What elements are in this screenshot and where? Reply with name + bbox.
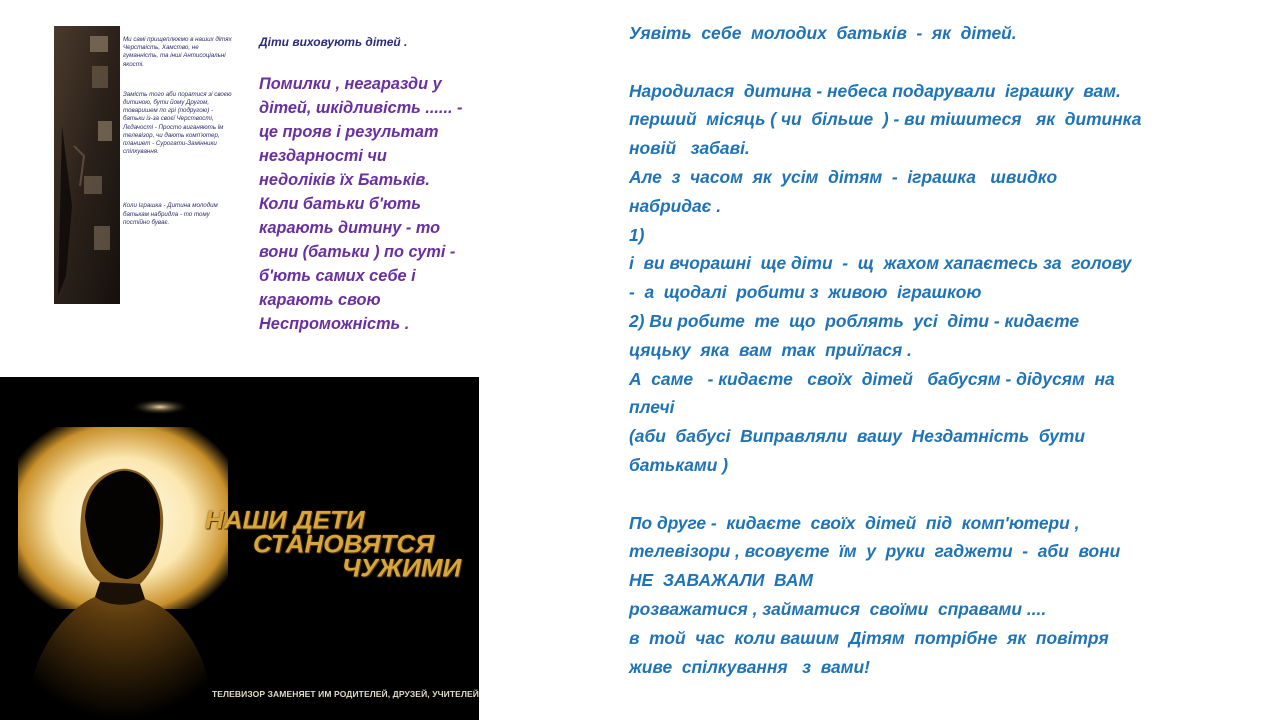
text-line: Але з часом як усім дітям - іграшка швидко (629, 166, 1058, 187)
right-text-block (629, 19, 1269, 681)
inset-small-paragraph: Ми самі прищеплюємо в наших дітях Черствість, Хамство, не гуманність, та інші Антисоціальні якості. (123, 36, 232, 68)
inset-main-line: нездарності чи (259, 147, 387, 165)
inset-main-line: карають свою (259, 291, 381, 309)
text-line: 1) (629, 224, 645, 245)
text-line: живе спілкування з вами! (629, 656, 870, 677)
inset-title: Діти виховують дітей . (259, 35, 408, 49)
text-line: телевізори , всовуєте їм у руки гаджети - аби вони (629, 541, 1121, 562)
inset-main-line: карають дитину - то (259, 219, 441, 237)
text-line: 2) Ви робите те що роблять усі діти - кидаєте (629, 310, 1080, 331)
inset-small-text (123, 36, 233, 249)
dark-room-photo (54, 26, 120, 304)
inset-main-line: Помилки , негаразди у (259, 75, 442, 93)
inset-main-line: Неспроможність . (259, 315, 410, 333)
text-line: і ви вчорашні ще діти - щ жахом хапаєтесь за голову (629, 253, 1132, 274)
poster-title-line: НАШИ ДЕТИ (205, 505, 365, 535)
text-line: плечі (629, 397, 675, 418)
inset-main-text (259, 72, 499, 336)
text-line: батьками ) (629, 454, 729, 475)
poster-image (0, 377, 479, 720)
poster-caption: ТЕЛЕВИЗОР ЗАМЕНЯЕТ ИМ РОДИТЕЛЕЙ, ДРУЗЕЙ, УЧИТЕЛЕЙ (212, 689, 479, 699)
text-line: новій забаві. (629, 138, 750, 159)
text-line: Уявіть себе молодих батьків - як дітей. (629, 23, 1017, 43)
inset-main-line: це прояв і результат (259, 123, 439, 141)
poster-title-line: СТАНОВЯТСЯ (253, 529, 435, 559)
inset-main-line: Коли батьки б'ють (259, 195, 421, 213)
text-line: в той час коли вашим Дітям потрібне як повітря (629, 627, 1109, 648)
inset-slide-image (53, 26, 500, 346)
text-line: - а щодалі робити з живою іграшкою (629, 282, 982, 303)
inset-main-line: б'ють самих себе і (259, 267, 416, 285)
text-line (629, 480, 1269, 509)
text-line: Народилася дитина - небеса подарували іграшку вам. (629, 80, 1121, 101)
text-line: набридає . (629, 195, 722, 216)
poster-title-line: ЧУЖИМИ (342, 553, 462, 583)
inset-main-line: вони (батьки ) по суті - (259, 243, 456, 261)
text-line: А саме - кидаєте своїх дітей бабусям - дідусям на (629, 368, 1115, 389)
inset-small-paragraph: Коли Іграшка - Дитина молодим батькам набридла - то тому постійно буває. (123, 202, 218, 226)
inset-main-line: недоліків їх Батьків. (259, 171, 430, 189)
text-line: НЕ ЗАВАЖАЛИ ВАМ (629, 570, 813, 591)
text-line: розважатися , займатися своїми справами .... (629, 598, 1047, 619)
inset-small-paragraph: Замість того аби поратися зі своєю дитиною, бути йому Другом, товаришем по грі (подругою) - батьки із-за своєї Черствості, Лєдачості - Просто виганяють їм телевізор, чи дають комп'ютер, планшет - Сурогати-Замінники спілкування. (123, 90, 232, 156)
text-line (629, 48, 1269, 77)
text-line: цяцьку яка вам так приїлася . (629, 339, 912, 360)
text-line: перший місяць ( чи більше ) - ви тішитеся як дитинка (629, 109, 1142, 130)
text-line: По друге - кидаєте своїх дітей під комп'ютери , (629, 512, 1080, 533)
inset-main-line: дітей, шкідливість ...... - (259, 99, 463, 117)
text-line: (аби бабусі Виправляли вашу Нездатність бути (629, 426, 1085, 447)
